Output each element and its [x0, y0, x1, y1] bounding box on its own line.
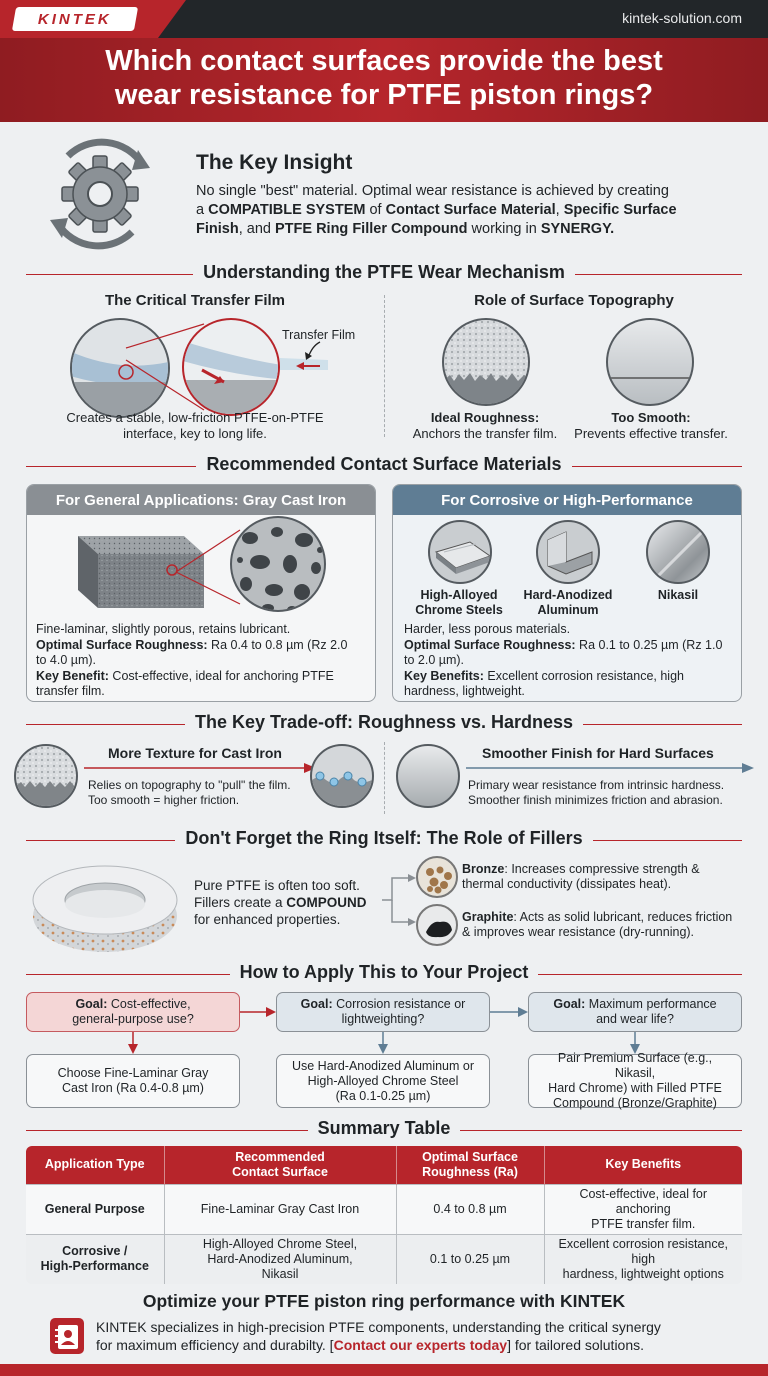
cast-iron-description: Fine-laminar, slightly porous, retains lubricant. Optimal Surface Roughness: Ra 0.4 to 0.8 µm (Rz 2.0 to 4.0 µm). Key Benefit: Cost-effective, ideal for anchoring PTFE transfer film. [36, 622, 348, 698]
film-pull-circle [310, 744, 374, 808]
tradeoff-right-arrow [466, 762, 754, 774]
page-title: Which contact surfaces provide the best wear resistance for PTFE piston rings? [105, 45, 663, 111]
high-performance-panel-header: For Corrosive or High-Performance [393, 485, 741, 515]
mechanism-divider [384, 295, 385, 437]
cell-type: Corrosive / High-Performance [26, 1234, 164, 1284]
fillers-intro-text: Pure PTFE is often too soft. Fillers create a COMPOUND for enhanced properties. [194, 878, 367, 927]
col-key-benefits: Key Benefits [544, 1146, 742, 1184]
mechanism-section-header: Understanding the PTFE Wear Mechanism [0, 262, 768, 288]
smooth-surface-circle [396, 744, 460, 808]
ideal-roughness-caption: Ideal Roughness: Anchors the transfer film. [412, 410, 558, 441]
result-cast-iron[interactable]: Choose Fine-Laminar Gray Cast Iron (Ra 0.4-0.8 µm) [26, 1054, 240, 1108]
tradeoff-divider [384, 742, 385, 814]
textured-surface-circle [14, 744, 78, 808]
col-roughness: Optimal Surface Roughness (Ra) [396, 1146, 544, 1184]
summary-section-header: Summary Table [0, 1118, 768, 1144]
cta-heading: Optimize your PTFE piston ring performance with KINTEK [142, 1291, 626, 1311]
fillers-section-header: Don't Forget the Ring Itself: The Role of Fillers [0, 828, 768, 854]
transfer-film-zoom-circle [182, 318, 280, 416]
graphite-filler-icon [416, 904, 458, 946]
nikasil-label: Nikasil [657, 588, 699, 602]
col-contact-surface: Recommended Contact Surface [164, 1146, 396, 1184]
too-smooth-circle [606, 318, 694, 406]
chrome-steel-icon [428, 520, 492, 584]
topography-title: Role of Surface Topography [474, 292, 674, 309]
cta-text: KINTEK specializes in high-precision PTFE components, understanding the critical synergy for maximum efficiency and durabilty. [Contact our experts today] for tailored solutions. [96, 1319, 661, 1353]
transfer-film-title: The Critical Transfer Film [104, 292, 286, 309]
tradeoff-left-arrow [84, 762, 316, 774]
graphite-filler-text: Graphite: Acts as solid lubricant, reduces friction & improves wear resistance (dry-running). [462, 910, 733, 939]
result-anodized-chrome[interactable]: Use Hard-Anodized Aluminum or High-Alloyed Chrome Steel (Ra 0.1-0.25 µm) [276, 1054, 490, 1108]
goal-max-performance[interactable]: Goal: Maximum performance and wear life? [528, 992, 742, 1032]
transfer-film-caption: Creates a stable, low-friction PTFE-on-PTFE interface, key to long life. [66, 410, 324, 441]
bronze-filler-icon [416, 856, 458, 898]
materials-section-header: Recommended Contact Surface Materials [0, 454, 768, 480]
cell-benefits: Cost-effective, ideal for anchoring PTFE transfer film. [544, 1184, 742, 1234]
nikasil-icon [646, 520, 710, 584]
anodized-aluminum-icon [536, 520, 600, 584]
goal-cost-effective[interactable]: Goal: Cost-effective, general-purpose use? [26, 992, 240, 1032]
tradeoff-section-header: The Key Trade-off: Roughness vs. Hardness [0, 712, 768, 738]
ptfe-ring-icon [30, 858, 180, 958]
result-premium-pair[interactable]: Pair Premium Surface (e.g., Nikasil, Hard Chrome) with Filled PTFE Compound (Bronze/Graphite) [528, 1054, 742, 1108]
chrome-steel-label: High-Alloyed Chrome Steels [415, 588, 503, 617]
tradeoff-left-text: Relies on topography to "pull" the film. Too smooth = higher friction. [88, 778, 291, 807]
cell-surface: High-Alloyed Chrome Steel, Hard-Anodized Aluminum, Nikasil [164, 1234, 396, 1284]
anodized-aluminum-label: Hard-Anodized Aluminum [523, 588, 613, 617]
high-performance-description: Harder, less porous materials. Optimal Surface Roughness: Ra 0.1 to 0.25 µm (Rz 1.0 to 2.0 µm). Key Benefits: Excellent corrosion resistance, high hardness, lightweight. [404, 622, 723, 698]
site-url[interactable]: kintek-solution.com [622, 10, 742, 26]
cast-iron-microstructure-circle [230, 516, 326, 612]
bronze-filler-text: Bronze: Increases compressive strength & thermal conductivity (dissipates heat). [462, 862, 700, 891]
hero-banner [0, 38, 768, 122]
cell-benefits: Excellent corrosion resistance, high hardness, lightweight options [544, 1234, 742, 1284]
table-row [26, 1234, 742, 1284]
goal-corrosion[interactable]: Goal: Corrosion resistance or lightweighting? [276, 992, 490, 1032]
filler-branch-connector [382, 872, 418, 928]
table-row [26, 1184, 742, 1234]
too-smooth-caption: Too Smooth: Prevents effective transfer. [574, 410, 728, 441]
table-header-row [26, 1146, 742, 1184]
insight-heading: The Key Insight [196, 151, 353, 174]
kintek-logo[interactable]: KINTEK [12, 7, 138, 31]
bottom-bar [0, 1364, 768, 1376]
transfer-film-label: Transfer Film [282, 328, 356, 342]
summary-table [26, 1146, 742, 1284]
insight-text: No single "best" material. Optimal wear resistance is achieved by creating a COMPATIBLE SYSTEM of Contact Surface Material, Specific Surface Finish, and PTFE Ring Filler Compound working in SYNERGY. [196, 183, 677, 237]
ideal-roughness-circle [442, 318, 530, 406]
gear-cycle-icon [38, 132, 162, 256]
col-application-type: Application Type [26, 1146, 164, 1184]
cast-iron-panel-header: For General Applications: Gray Cast Iron [27, 485, 375, 515]
tradeoff-right-title: Smoother Finish for Hard Surfaces [482, 745, 714, 761]
contact-experts-link[interactable]: Contact our experts today [333, 1337, 508, 1353]
cell-roughness: 0.4 to 0.8 µm [396, 1184, 544, 1234]
cell-roughness: 0.1 to 0.25 µm [396, 1234, 544, 1284]
apply-section-header: How to Apply This to Your Project [0, 962, 768, 988]
contact-icon[interactable] [50, 1318, 84, 1354]
cell-surface: Fine-Laminar Gray Cast Iron [164, 1184, 396, 1234]
tradeoff-right-text: Primary wear resistance from intrinsic hardness. Smoother finish minimizes friction and abrasion. [468, 778, 725, 807]
tradeoff-left-title: More Texture for Cast Iron [108, 745, 282, 761]
cell-type: General Purpose [26, 1184, 164, 1234]
arrow-icon [300, 340, 324, 362]
